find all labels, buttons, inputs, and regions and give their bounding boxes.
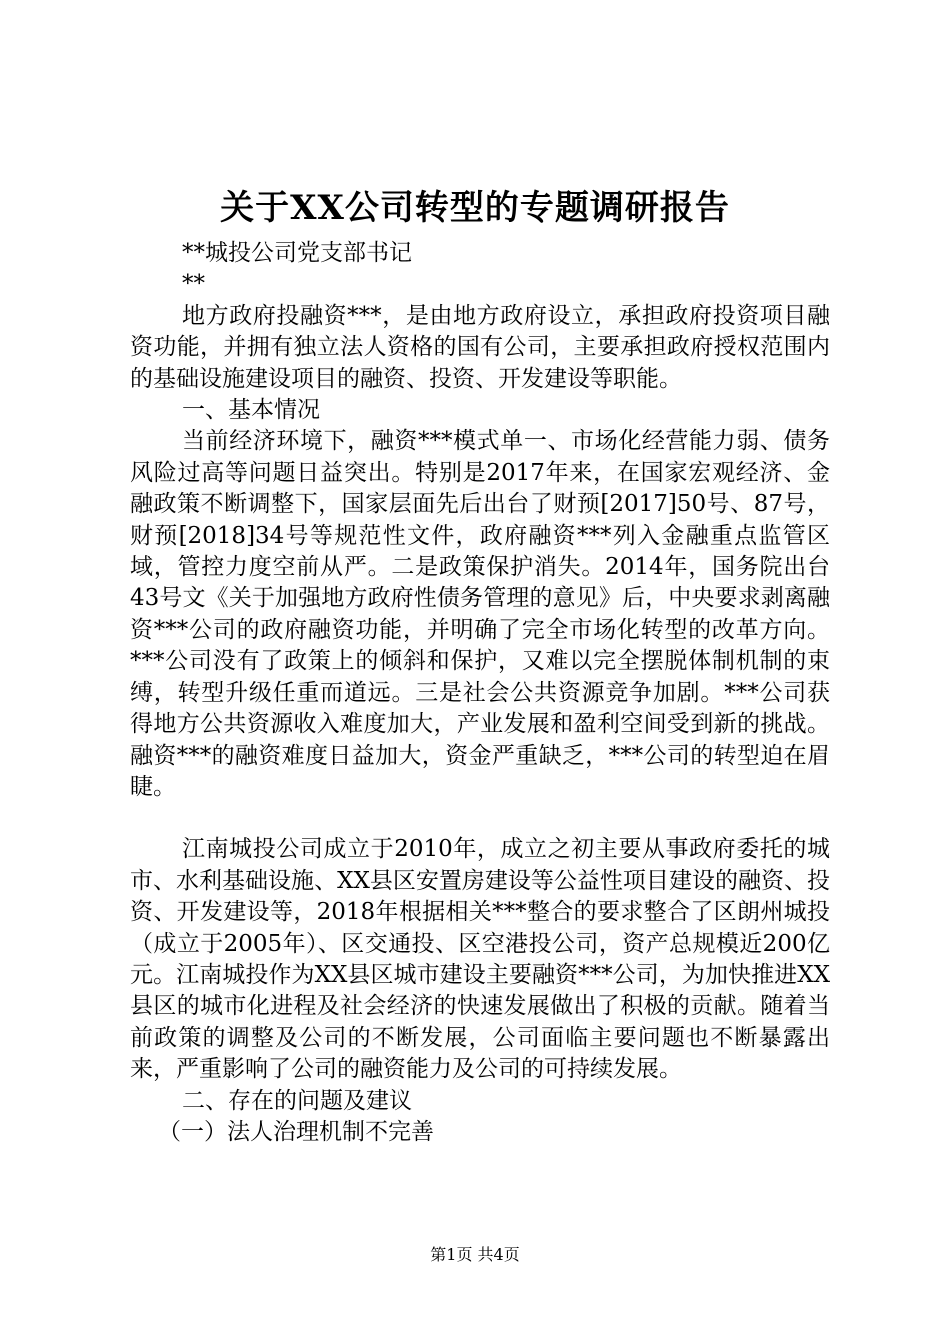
- section-heading-basic-situation: 一、基本情况: [182, 397, 320, 424]
- subsection-heading: （一）法人治理机制不完善: [158, 1118, 434, 1145]
- body-paragraph: 当前经济环境下，融资***模式单一、市场化经营能力弱、债务风险过高等问题日益突出。特别是2017年来，在国家宏观经济、金融政策不断调整下，国家层面先后出台了财预[2017]50号、87号，财预[2018]34号等规范性文件，政府融资***列入金融重点监管区域，管控力度空前从严。二是政策保护消失。2014年，国务院出台43号文《关于加强地方政府性债务管理的意见》后，中央要求剥离融资***公司的政府融资功能，并明确了完全市场化转型的改革方向。***公司没有了政策上的倾斜和保护，又难以完全摆脱体制机制的束缚，转型升级任重而道远。三是社会公共资源竞争加剧。***公司获得地方公共资源收入难度加大，产业发展和盈利空间受到新的挑战。融资***的融资难度日益加大，资金严重缺乏，***公司的转型迫在眉睫。: [130, 428, 830, 800]
- page-footer: 第1页 共4页: [430, 1245, 520, 1264]
- section-heading-problems: 二、存在的问题及建议: [182, 1087, 412, 1114]
- author-name: **: [182, 271, 205, 298]
- document-body: [130, 238, 830, 1148]
- intro-paragraph: 地方政府投融资***，是由地方政府设立，承担政府投资项目融资功能，并拥有独立法人资格的国有公司，主要承担政府授权范围内的基础设施建设项目的融资、投资、开发建设等职能。: [130, 302, 830, 392]
- author-line: **城投公司党支部书记: [182, 240, 412, 266]
- body-paragraph: 江南城投公司成立于2010年，成立之初主要从事政府委托的城市、水利基础设施、XX县区安置房建设等公益性项目建设的融资、投资、开发建设等，2018年根据相关***整合的要求整合了区朗州城投（成立于2005年）、区交通投、区空港投公司，资产总规模近200亿元。江南城投作为XX县区城市建设主要融资***公司，为加快推进XX县区的城市化进程及社会经济的快速发展做出了积极的贡献。随着当前政策的调整及公司的不断发展，公司面临主要问题也不断暴露出来，严重影响了公司的融资能力及公司的可持续发展。: [130, 836, 830, 1083]
- document-title: 关于XX公司转型的专题调研报告: [220, 188, 730, 228]
